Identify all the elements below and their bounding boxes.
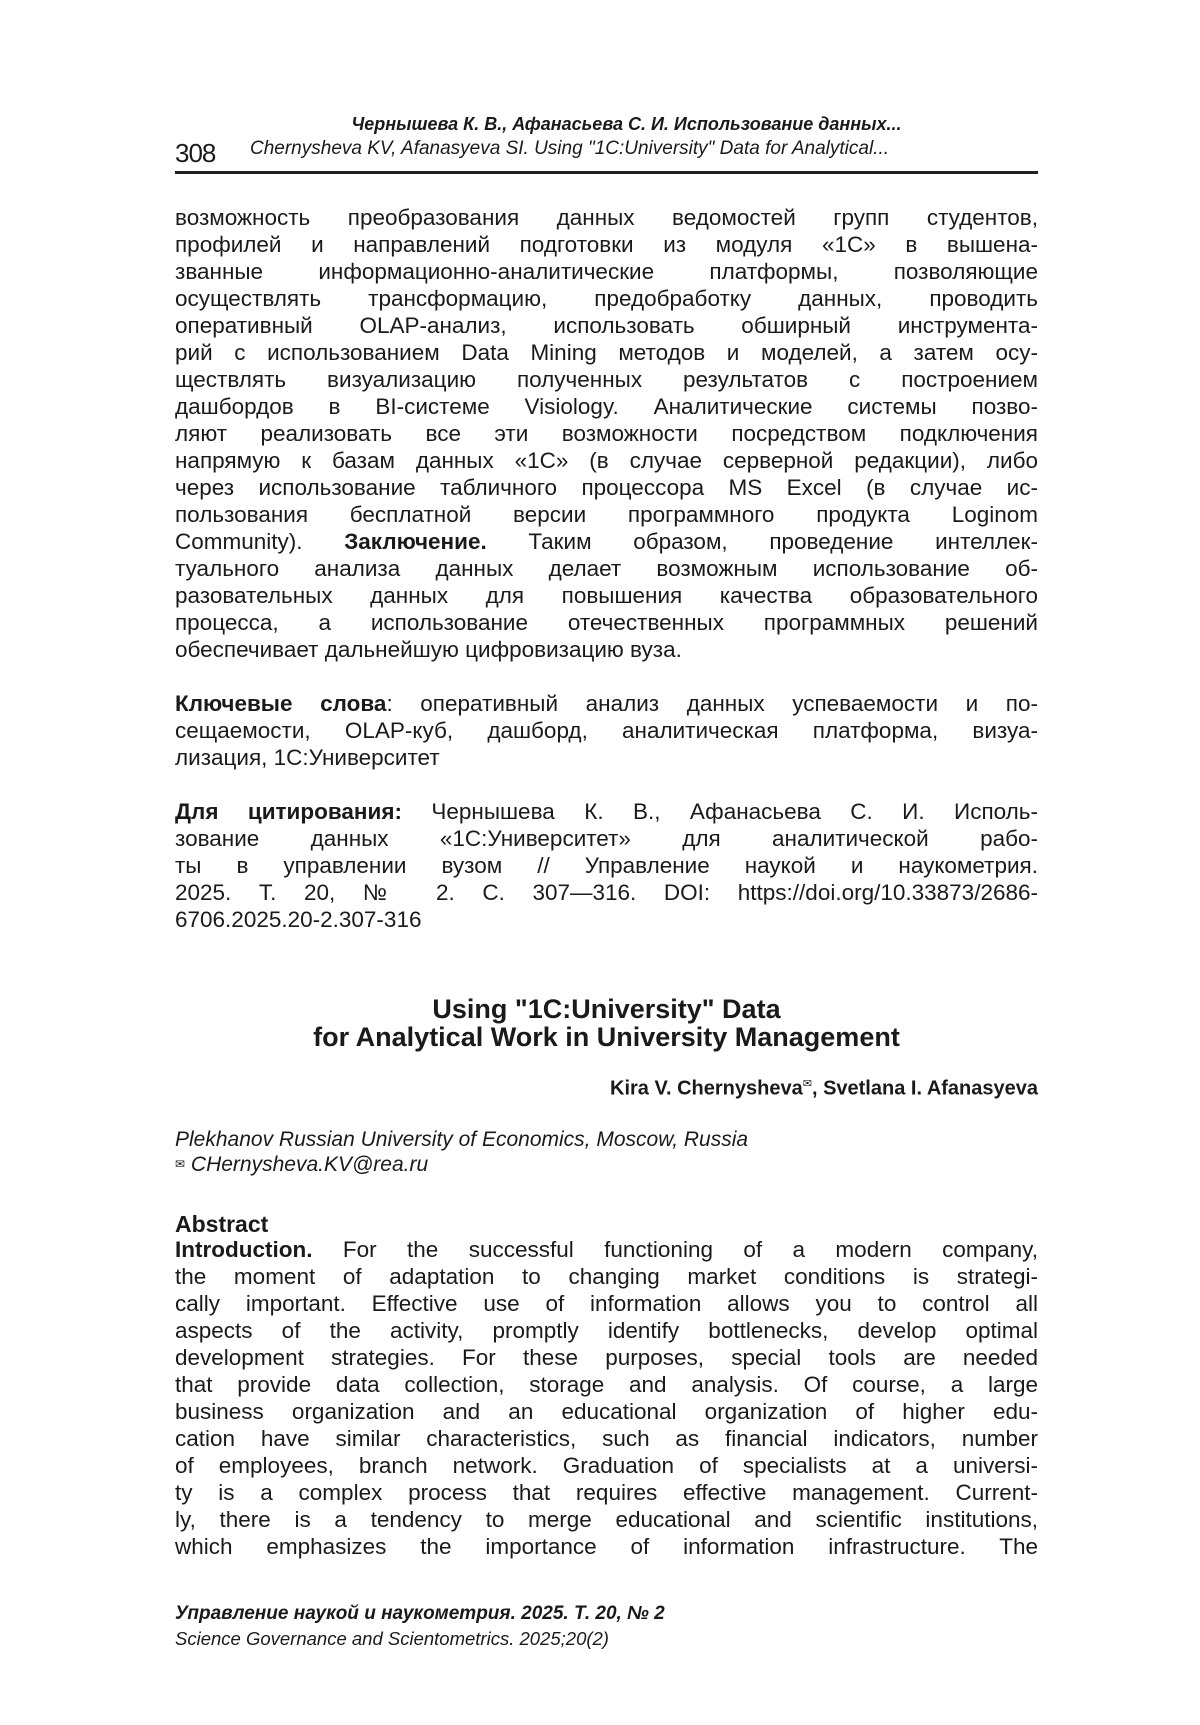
text-line <box>175 366 1038 393</box>
abstract-paragraph <box>175 1236 1038 1560</box>
bold-lead-in: Заключение. <box>344 529 487 554</box>
text-run: cally important. Effective use of information allows you to control all <box>175 1291 1038 1316</box>
text-line <box>175 717 1038 744</box>
text-line <box>175 852 1038 879</box>
text-line <box>175 906 1038 933</box>
text-line <box>175 1317 1038 1344</box>
running-head-ru: Чернышева К. В., Афанасьева С. И. Использование данных... <box>351 114 902 134</box>
text-run: cation have similar characteristics, such as financial indicators, number <box>175 1426 1038 1451</box>
text-run: aspects of the activity, promptly identify bottlenecks, develop optimal <box>175 1318 1038 1343</box>
bold-lead-in: Introduction. <box>175 1237 313 1262</box>
text-line <box>175 582 1038 609</box>
text-line <box>175 609 1038 636</box>
text-run: development strategies. For these purposes, special tools are needed <box>175 1345 1038 1370</box>
text-line <box>175 879 1038 906</box>
footer-journal-en: Science Governance and Scientometrics. 2025;20(2) <box>175 1628 609 1649</box>
text-run: that provide data collection, storage and analysis. Of course, a large <box>175 1372 1038 1397</box>
title-line-2: for Analytical Work in University Management <box>313 1022 900 1052</box>
text-run: business organization and an educational organization of higher edu- <box>175 1399 1038 1424</box>
text-run: ty is a complex process that requires effective management. Current- <box>175 1480 1038 1505</box>
text-run: ляют реализовать все эти возможности посредством подключения <box>175 421 1038 446</box>
text-run: ществлять визуализацию полученных результатов с построением <box>175 367 1038 392</box>
text-run: зование данных «1С:Университет» для аналитической рабо- <box>175 826 1038 851</box>
text-run: возможность преобразования данных ведомостей групп студентов, <box>175 205 1038 230</box>
text-run: обеспечивает дальнейшую цифровизацию вуза. <box>175 637 682 662</box>
text-run: процесса, а использование отечественных программных решений <box>175 610 1038 635</box>
text-run: туального анализа данных делает возможным использование об- <box>175 556 1038 581</box>
text-run: 6706.2025.20-2.307-316 <box>175 907 422 932</box>
bold-lead-in: Для цитирования: <box>175 799 402 824</box>
envelope-icon: ✉ <box>175 1157 186 1171</box>
text-line <box>175 1452 1038 1479</box>
text-line <box>175 528 1038 555</box>
text-line <box>175 1398 1038 1425</box>
text-run: званные информационно-аналитические платформы, позволяющие <box>175 259 1038 284</box>
text-run: осуществлять трансформацию, предобработку данных, проводить <box>175 286 1038 311</box>
text-line <box>175 636 1038 663</box>
body-paragraph <box>175 204 1038 663</box>
text-run: через использование табличного процессора MS Excel (в случае ис- <box>175 475 1038 500</box>
text-run: сещаемости, OLAP-куб, дашборд, аналитическая платформа, визуа- <box>175 718 1038 743</box>
text-run: лизация, 1С:Университет <box>175 745 440 770</box>
text-line <box>175 393 1038 420</box>
text-run: 2025. Т. 20, № 2. С. 307—316. DOI: https://doi.org/10.33873/2686- <box>175 880 1038 905</box>
text-line <box>175 285 1038 312</box>
title-line-1: Using "1C:University" Data <box>432 994 781 1024</box>
text-run: ты в управлении вузом // Управление наукой и наукометрия. <box>175 853 1038 878</box>
text-line <box>175 1533 1038 1560</box>
text-run: разовательных данных для повышения качества образовательного <box>175 583 1038 608</box>
footer-journal-ru: Управление наукой и наукометрия. 2025. Т. 20, № 2 <box>175 1603 665 1624</box>
text-run: рий с использованием Data Mining методов и моделей, а затем осу- <box>175 340 1038 365</box>
text-run: of employees, branch network. Graduation of specialists at a universi- <box>175 1453 1038 1478</box>
text-line <box>175 420 1038 447</box>
authors <box>610 1077 1038 1101</box>
bold-lead-in: Ключевые слова <box>175 691 387 716</box>
running-head-en: Chernysheva KV, Afanasyeva SI. Using "1C:University" Data for Analytical... <box>250 138 889 159</box>
text-line <box>175 1479 1038 1506</box>
text-run: the moment of adaptation to changing market conditions is strategi- <box>175 1264 1038 1289</box>
envelope-icon: ✉ <box>802 1078 812 1090</box>
text-run: Community). <box>175 529 345 554</box>
text-line <box>175 744 1038 771</box>
text-line <box>175 555 1038 582</box>
author-1: Kira V. Chernysheva <box>610 1077 803 1100</box>
text-line <box>175 258 1038 285</box>
abstract-heading: Abstract <box>175 1211 269 1237</box>
text-run: дашбордов в BI-системе Visiology. Аналитические системы позво- <box>175 394 1038 419</box>
author-2: Svetlana I. Afanasyeva <box>823 1077 1038 1100</box>
text-line <box>175 1344 1038 1371</box>
text-line <box>175 1290 1038 1317</box>
citation-paragraph <box>175 798 1038 933</box>
text-line <box>175 1263 1038 1290</box>
text-line <box>175 204 1038 231</box>
text-run: Чернышева К. В., Афанасьева С. И. Исполь- <box>401 799 1038 824</box>
text-line <box>175 312 1038 339</box>
text-line <box>175 501 1038 528</box>
text-run: which emphasizes the importance of information infrastructure. The <box>175 1534 1038 1559</box>
text-line <box>175 447 1038 474</box>
text-run: For the successful functioning of a modern company, <box>312 1237 1038 1262</box>
affiliation: Plekhanov Russian University of Economics, Moscow, Russia <box>175 1128 749 1151</box>
text-line <box>175 1371 1038 1398</box>
affiliation-block <box>175 1127 748 1177</box>
text-line <box>175 1236 1038 1263</box>
text-line <box>175 1425 1038 1452</box>
author-separator: , <box>811 1077 824 1100</box>
text-line <box>175 339 1038 366</box>
article-title <box>175 995 1038 1051</box>
text-line <box>175 690 1038 717</box>
text-line <box>175 474 1038 501</box>
text-line <box>175 825 1038 852</box>
text-run: ly, there is a tendency to merge educational and scientific institutions, <box>175 1507 1038 1532</box>
keywords-paragraph <box>175 690 1038 771</box>
text-line <box>175 798 1038 825</box>
page-number: 308 <box>175 138 216 168</box>
text-line <box>175 1506 1038 1533</box>
header-rule <box>175 171 1038 174</box>
text-run: оперативный OLAP-анализ, использовать обширный инструмента- <box>175 313 1038 338</box>
email-link[interactable]: CHernysheva.KV@rea.ru <box>190 1153 429 1176</box>
text-run: профилей и направлений подготовки из модуля «1С» в вышена- <box>175 232 1038 257</box>
text-run: напрямую к базам данных «1С» (в случае серверной редакции), либо <box>175 448 1038 473</box>
text-run: : оперативный анализ данных успеваемости и по- <box>386 691 1038 716</box>
text-run: Таким образом, проведение интеллек- <box>486 529 1038 554</box>
text-line <box>175 231 1038 258</box>
text-run: пользования бесплатной версии программного продукта Loginom <box>175 502 1038 527</box>
